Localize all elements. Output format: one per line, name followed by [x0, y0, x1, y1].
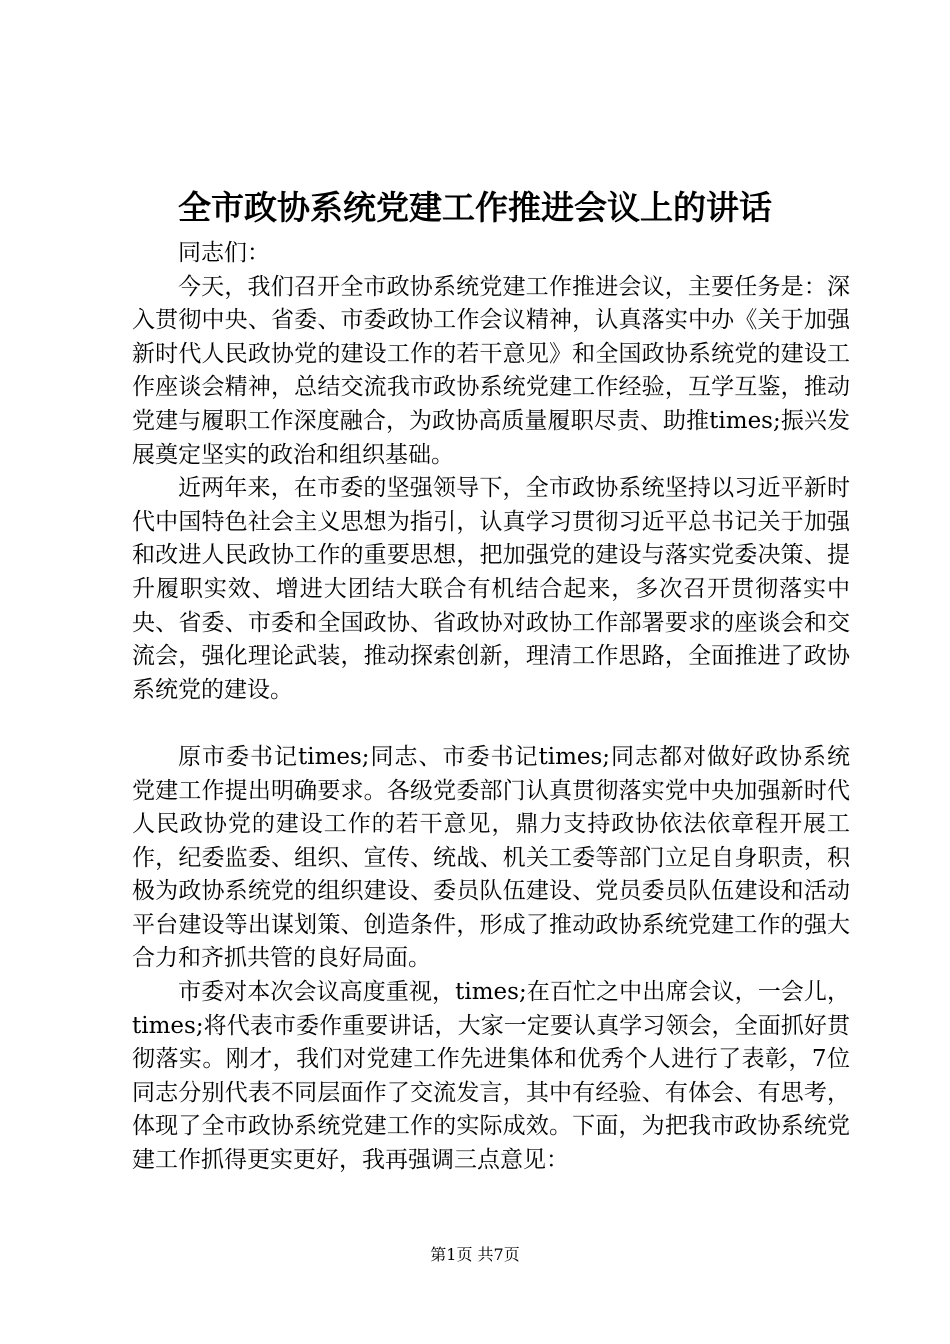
- document-title: 全市政协系统党建工作推进会议上的讲话: [178, 188, 772, 227]
- paragraph-4: 市委对本次会议高度重视，times;在百忙之中出席会议，一会儿，times;将代表市委作重要讲话，大家一定要认真学习领会，全面抓好贯彻落实。刚才，我们对党建工作先进集体和优秀个人进行了表彰，7位同志分别代表不同层面作了交流发言，其中有经验、有体会、有思考，体现了全市政协系统党建工作的实际成效。下面，为把我市政协系统党建工作抓得更实更好，我再强调三点意见：: [132, 979, 850, 1174]
- salutation: 同志们：: [178, 240, 270, 266]
- paragraph-1: 今天，我们召开全市政协系统党建工作推进会议，主要任务是：深入贯彻中央、省委、市委政协工作会议精神，认真落实中办《关于加强新时代人民政协党的建设工作的若干意见》和全国政协系统党的建设工作座谈会精神，总结交流我市政协系统党建工作经验，互学互鉴，推动党建与履职工作深度融合，为政协高质量履职尽责、助推times;振兴发展奠定坚实的政治和组织基础。: [132, 273, 850, 468]
- paragraph-2: 近两年来，在市委的坚强领导下，全市政协系统坚持以习近平新时代中国特色社会主义思想为指引，认真学习贯彻习近平总书记关于加强和改进人民政协工作的重要思想，把加强党的建设与落实党委决策、提升履职实效、增进大团结大联合有机结合起来，多次召开贯彻落实中央、省委、市委和全国政协、省政协对政协工作部署要求的座谈会和交流会，强化理论武装，推动探索创新，理清工作思路，全面推进了政协系统党的建设。: [132, 475, 850, 703]
- paragraph-gap: [132, 707, 850, 741]
- document-body: [132, 237, 850, 1178]
- paragraph-3: 原市委书记times;同志、市委书记times;同志都对做好政协系统党建工作提出明确要求。各级党委部门认真贯彻落实党中央加强新时代人民政协党的建设工作的若干意见，鼎力支持政协依法依章程开展工作，纪委监委、组织、宣传、统战、机关工委等部门立足自身职责，积极为政协系统党的组织建设、委员队伍建设、党员委员队伍建设和活动平台建设等出谋划策、创造条件，形成了推动政协系统党建工作的强大合力和齐抓共管的良好局面。: [132, 743, 850, 972]
- page-number-footer: 第1页 共7页: [430, 1245, 520, 1264]
